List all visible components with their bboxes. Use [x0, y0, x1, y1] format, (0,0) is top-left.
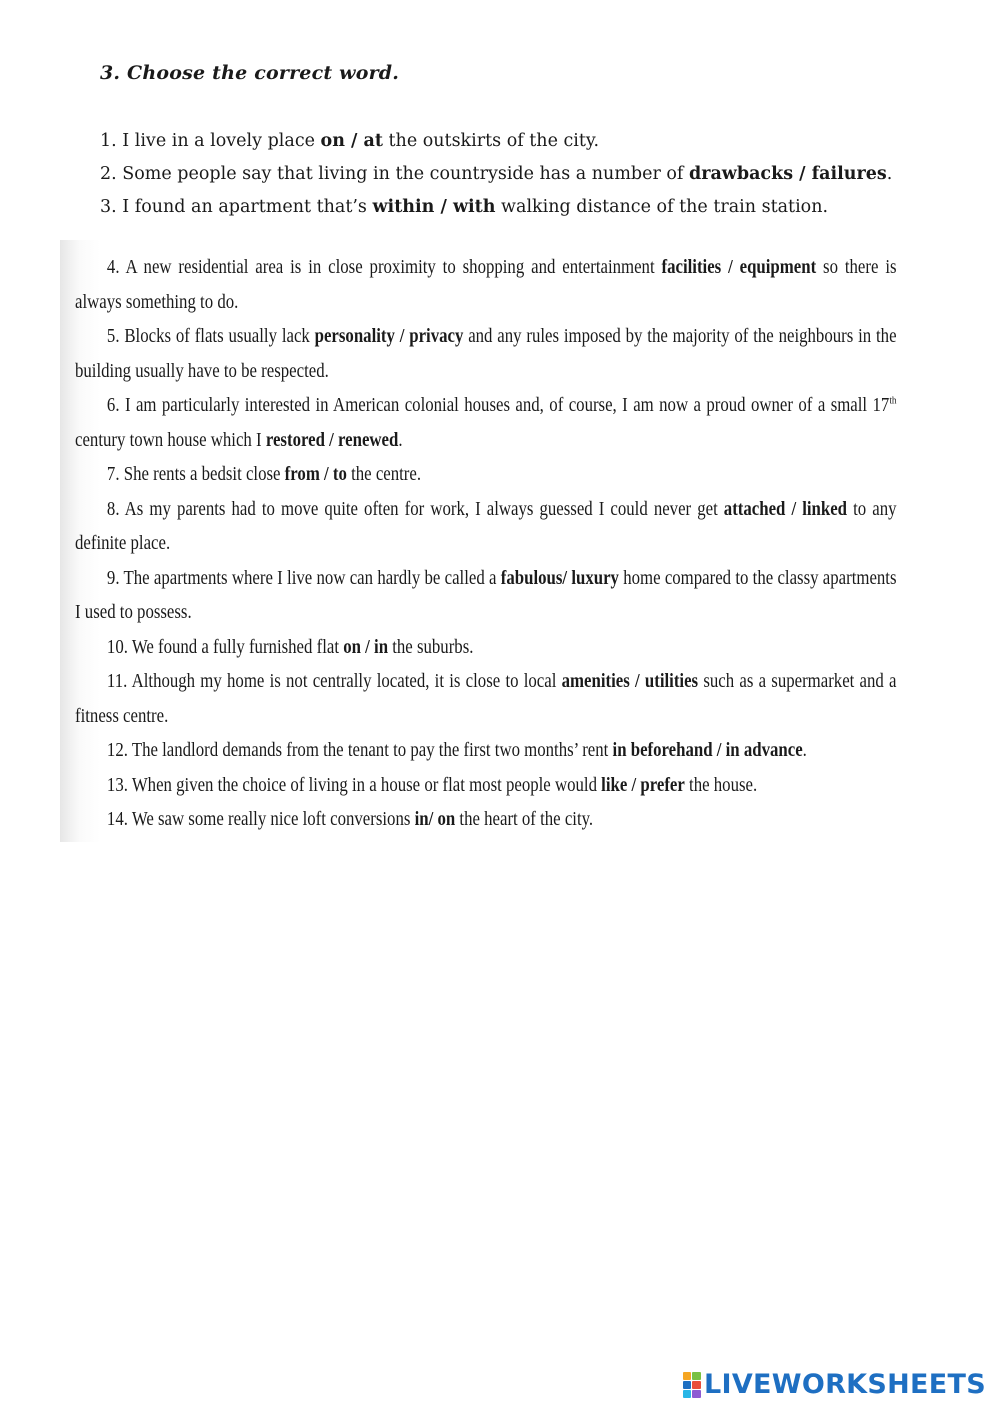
logo-tile: [692, 1372, 701, 1380]
liveworksheets-logo: [683, 1369, 986, 1400]
word-choice: on / at: [320, 131, 383, 151]
list-item: [100, 125, 892, 158]
scanned-exercise-block: [60, 240, 902, 842]
item-text: 3. I found an apartment that’s: [100, 197, 373, 217]
word-choice: in beforehand / in advance: [612, 739, 803, 761]
item-text: walking distance of the train station.: [495, 197, 829, 217]
list-item: [75, 250, 897, 319]
item-text: 8. As my parents had to move quite often for work, I always guessed I could never get: [106, 497, 724, 520]
item-text: 6. I am particularly interested in American colonial houses and, of course, I am now a proud owner of a small 17: [106, 394, 890, 416]
list-item: [75, 664, 897, 733]
list-item: [75, 768, 897, 803]
list-item: [75, 457, 897, 492]
word-choice: fabulous/ luxury: [500, 566, 619, 589]
item-text: such as a supermarket and a fitness centre.: [75, 670, 897, 727]
list-item: [100, 191, 892, 224]
exercise-heading: 3. Choose the correct word.: [100, 62, 400, 84]
list-item: [75, 388, 897, 457]
item-text: 11. Although my home is not centrally located, it is close to local: [106, 670, 562, 692]
item-text: 4. A new residential area is in close proximity to shopping and entertainment: [106, 256, 662, 278]
superscript: th: [889, 394, 897, 407]
item-text: 13. When given the choice of living in a house or flat most people would: [106, 773, 602, 796]
item-text: 2. Some people say that living in the countryside has a number of: [100, 164, 689, 184]
item-text: century town house which I: [75, 428, 266, 451]
word-choice: amenities / utilities: [561, 670, 699, 692]
item-text: the outskirts of the city.: [382, 131, 600, 151]
list-item: [100, 158, 892, 191]
item-text: 10. We found a fully furnished flat: [106, 635, 344, 658]
item-text: .: [398, 428, 403, 451]
list-item: [75, 492, 897, 561]
item-text: 14. We saw some really nice loft conversions: [106, 808, 415, 830]
word-choice: attached / linked: [723, 497, 848, 520]
list-item: [75, 630, 897, 665]
item-text: 1. I live in a lovely place: [100, 131, 321, 151]
word-choice: on / in: [343, 635, 389, 658]
word-choice: in/ on: [414, 808, 456, 830]
item-text: the centre.: [346, 463, 422, 485]
item-text: the suburbs.: [388, 635, 474, 658]
item-text: 7. She rents a bedsit close: [106, 463, 285, 485]
item-text: so there is always something to do.: [75, 256, 897, 313]
item-text: the heart of the city.: [455, 808, 594, 830]
logo-tile: [683, 1372, 692, 1380]
item-text: the house.: [684, 773, 758, 796]
item-text: .: [886, 164, 893, 184]
items-list: [75, 250, 897, 837]
logo-mark-icon: [683, 1372, 701, 1398]
word-choice: personality / privacy: [314, 325, 464, 347]
word-choice: restored / renewed: [265, 428, 399, 451]
list-item: [75, 733, 897, 768]
word-choice: like / prefer: [601, 773, 685, 796]
item-text: .: [802, 739, 807, 761]
item-text: 9. The apartments where I live now can hardly be called a: [106, 566, 501, 589]
item-text: and any rules imposed by the majority of the neighbours in the building usually have to be respected.: [75, 325, 897, 382]
logo-tile: [683, 1390, 692, 1398]
logo-tile: [683, 1381, 692, 1389]
item-text: to any definite place.: [75, 497, 897, 554]
word-choice: facilities / equipment: [661, 256, 817, 278]
top-items-block: [100, 125, 892, 224]
logo-tile: [692, 1381, 701, 1389]
word-choice: drawbacks / failures: [688, 164, 887, 184]
list-item: [75, 319, 897, 388]
item-text: home compared to the classy apartments I used to possess.: [75, 566, 897, 623]
word-choice: from / to: [284, 463, 347, 485]
item-text: 12. The landlord demands from the tenant to pay the first two months’ rent: [106, 739, 613, 761]
item-text: 5. Blocks of flats usually lack: [106, 325, 315, 347]
logo-tile: [692, 1390, 701, 1398]
logo-text: LIVEWORKSHEETS: [703, 1369, 986, 1400]
list-item: [75, 802, 897, 837]
list-item: [75, 561, 897, 630]
word-choice: within / with: [372, 197, 496, 217]
